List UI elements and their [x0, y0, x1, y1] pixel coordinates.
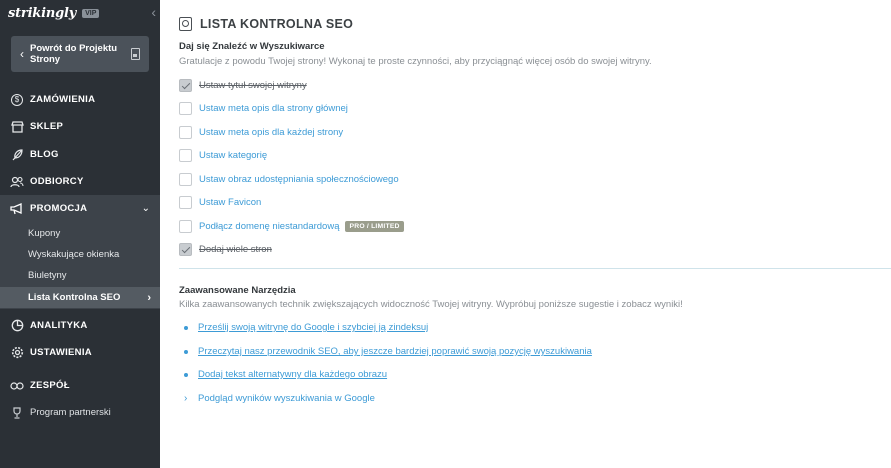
- checklist-item-label[interactable]: Ustaw kategorię: [199, 149, 268, 161]
- main-content: [179, 0, 891, 468]
- checkbox[interactable]: [179, 102, 192, 115]
- nav-settings[interactable]: [0, 339, 160, 366]
- checklist-item[interactable]: [179, 125, 343, 139]
- sub-coupons[interactable]: [0, 223, 160, 244]
- advanced-tip-link[interactable]: Dodaj tekst alternatywny dla każdego obrazu: [198, 369, 388, 380]
- checklist-item[interactable]: [179, 219, 404, 233]
- checklist-item-label[interactable]: Dodaj wiele stron: [199, 243, 272, 255]
- nav-promotion-label: PROMOCJA: [30, 203, 88, 214]
- checklist-item[interactable]: [179, 101, 348, 115]
- bullet-icon: [184, 350, 188, 354]
- team-icon: [10, 379, 24, 393]
- checklist-item-label[interactable]: Ustaw tytuł swojej witryny: [199, 79, 307, 91]
- bullet-icon: [184, 373, 188, 377]
- chevron-left-icon: ‹: [20, 47, 24, 61]
- bullet-icon: [184, 326, 188, 330]
- back-to-editor-button[interactable]: [11, 36, 149, 72]
- nav-blog[interactable]: [0, 141, 160, 168]
- gear-icon: [10, 346, 24, 360]
- users-icon: [10, 175, 24, 189]
- checklist-item-label[interactable]: Ustaw meta opis dla każdej strony: [199, 126, 344, 138]
- nav-analytics-label: ANALITYKA: [30, 320, 88, 331]
- checklist-item-label[interactable]: Podłącz domenę niestandardową: [199, 220, 340, 232]
- save-icon: [131, 48, 140, 60]
- trophy-icon: [10, 406, 24, 420]
- nav-partners[interactable]: [0, 399, 160, 426]
- advanced-tip-item[interactable]: [184, 345, 592, 358]
- brand: [0, 0, 160, 26]
- section-advanced-description: Kilka zaawansowanych technik zwiększających widoczność Twojej witryny. Wypróbuj poniższe sugestie i zobacz wyniki!: [179, 299, 683, 310]
- checkbox[interactable]: [179, 196, 192, 209]
- nav-orders[interactable]: [0, 86, 160, 113]
- pie-chart-icon: [10, 319, 24, 333]
- checkbox[interactable]: [179, 173, 192, 186]
- chevron-right-icon: ›: [184, 393, 188, 404]
- checklist-item[interactable]: [179, 78, 307, 92]
- advanced-tip-item[interactable]: [184, 321, 428, 334]
- logo[interactable]: strikingly: [8, 5, 77, 21]
- checkbox[interactable]: [179, 126, 192, 139]
- checklist-item-label[interactable]: Ustaw obraz udostępniania społecznościowego: [199, 173, 399, 185]
- advanced-tip-item[interactable]: [184, 368, 387, 381]
- nav-partners-label: Program partnerski: [30, 407, 111, 418]
- nav-promotion[interactable]: [0, 195, 160, 222]
- pro-limited-badge: PRO / LIMITED: [345, 221, 403, 232]
- page-header: [179, 17, 353, 31]
- sub-newsletters-label: Biuletyny: [28, 270, 67, 281]
- sub-seo-checklist-label: Lista Kontrolna SEO: [28, 292, 121, 303]
- nav-store[interactable]: [0, 113, 160, 140]
- vip-badge: VIP: [82, 9, 99, 18]
- nav-orders-label: ZAMÓWIENIA: [30, 94, 96, 105]
- sub-popups[interactable]: [0, 244, 160, 265]
- chevron-down-icon: ⌄: [141, 203, 150, 214]
- chevron-right-icon: ›: [147, 291, 151, 304]
- advanced-tip-link[interactable]: Prześlij swoją witrynę do Google i szybciej ją zindeksuj: [198, 322, 429, 333]
- sub-newsletters[interactable]: [0, 265, 160, 286]
- page-title: LISTA KONTROLNA SEO: [200, 17, 354, 31]
- checklist-item[interactable]: [179, 242, 272, 256]
- sidebar: [0, 0, 160, 468]
- sub-coupons-label: Kupony: [28, 228, 61, 239]
- checklist-item[interactable]: [179, 195, 261, 209]
- nav-team-label: ZESPÓŁ: [30, 380, 70, 391]
- section-divider: [179, 268, 891, 269]
- nav-blog-label: BLOG: [30, 149, 59, 160]
- collapse-sidebar-icon[interactable]: ‹: [151, 4, 156, 20]
- back-button-label: Powrót do Projektu Strony: [30, 43, 118, 65]
- megaphone-icon: [10, 202, 24, 216]
- section-advanced-heading: Zaawansowane Narzędzia: [179, 285, 296, 296]
- nav-audience[interactable]: [0, 168, 160, 195]
- seo-search-icon: [179, 17, 192, 31]
- sub-seo-checklist[interactable]: [0, 287, 160, 308]
- search-preview-toggle[interactable]: [184, 392, 375, 405]
- advanced-tip-link[interactable]: Przeczytaj nasz przewodnik SEO, aby jeszcze bardziej poprawić swoją pozycję wyszukiwania: [198, 346, 592, 357]
- checkbox[interactable]: [179, 79, 192, 92]
- nav-team[interactable]: [0, 372, 160, 399]
- feather-icon: [10, 148, 24, 162]
- dollar-icon: $: [10, 93, 24, 107]
- checkbox[interactable]: [179, 243, 192, 256]
- nav-analytics[interactable]: [0, 312, 160, 339]
- checklist-item-label[interactable]: Ustaw meta opis dla strony głównej: [199, 102, 348, 114]
- section-findable-description: Gratulacje z powodu Twojej strony! Wykonaj te proste czynności, aby przyciągnąć więcej osób do swojej witryny.: [179, 56, 652, 67]
- store-icon: [10, 120, 24, 134]
- checklist-item-label[interactable]: Ustaw Favicon: [199, 196, 262, 208]
- section-findable-heading: Daj się Znaleźć w Wyszukiwarce: [179, 41, 325, 52]
- nav-store-label: SKLEP: [30, 121, 64, 132]
- sub-popups-label: Wyskakujące okienka: [28, 249, 120, 260]
- checkbox[interactable]: [179, 220, 192, 233]
- checklist-item[interactable]: [179, 148, 267, 162]
- nav-audience-label: ODBIORCY: [30, 176, 84, 187]
- checklist-item[interactable]: [179, 172, 399, 186]
- search-preview-link[interactable]: Podgląd wyników wyszukiwania w Google: [198, 393, 375, 404]
- checkbox[interactable]: [179, 149, 192, 162]
- nav-settings-label: USTAWIENIA: [30, 347, 92, 358]
